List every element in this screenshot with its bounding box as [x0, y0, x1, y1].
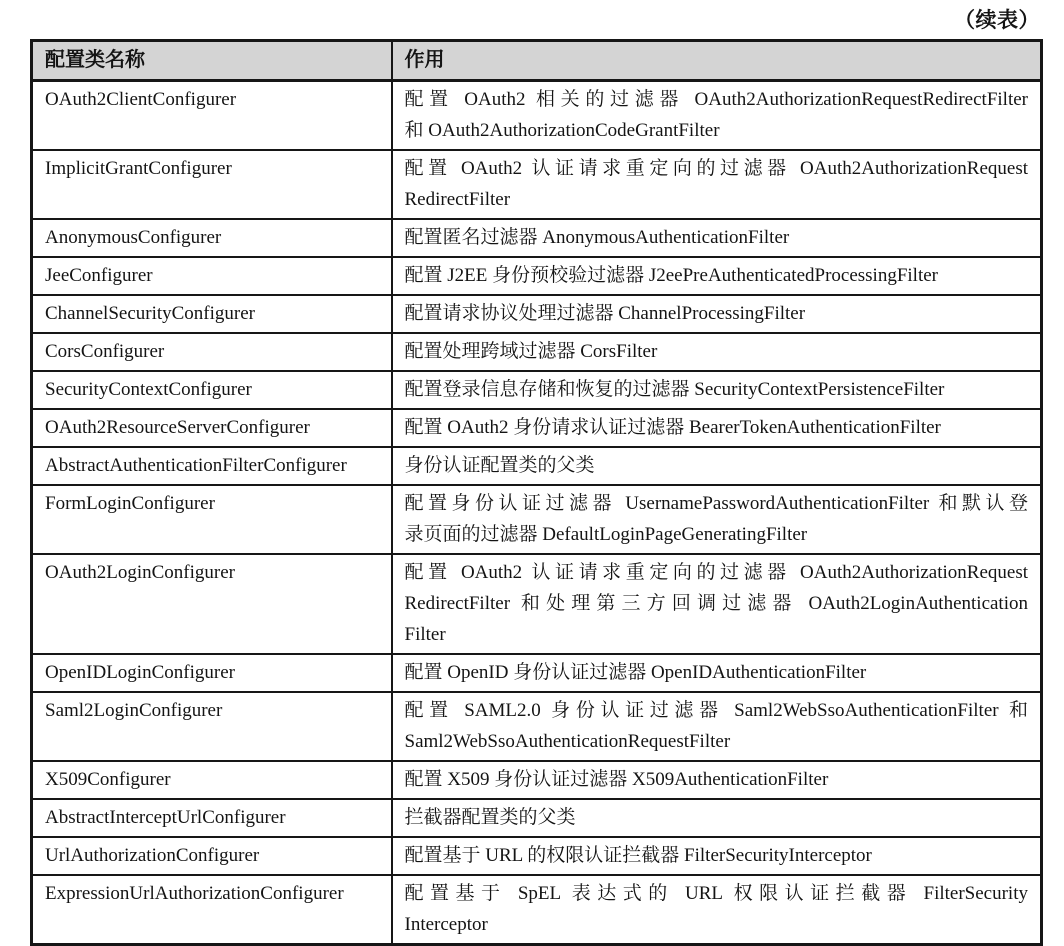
table-row — [32, 554, 1042, 654]
config-class-name-cell: SecurityContextConfigurer — [32, 371, 392, 409]
config-class-name-cell: AnonymousConfigurer — [32, 219, 392, 257]
description-line: 配置 X509 身份认证过滤器 X509AuthenticationFilter — [404, 769, 829, 790]
header-row — [32, 41, 1042, 81]
config-class-name-cell: JeeConfigurer — [32, 257, 392, 295]
table-row — [32, 837, 1042, 875]
table-row — [32, 409, 1042, 447]
table-row — [32, 485, 1042, 554]
description-line: RedirectFilter — [404, 189, 511, 210]
description-line: 配置 J2EE 身份预校验过滤器 J2eePreAuthenticatedProcessingFilter — [404, 265, 939, 286]
description-line: 配置 SAML2.0 身份认证过滤器 Saml2WebSsoAuthenticationFilter 和 — [404, 700, 1028, 721]
table-row — [32, 799, 1042, 837]
description-line: 配置 OAuth2 相关的过滤器 OAuth2AuthorizationRequestRedirectFilter — [404, 89, 1028, 110]
description-line: 身份认证配置类的父类 — [404, 455, 595, 476]
config-class-name-cell: AbstractAuthenticationFilterConfigurer — [32, 447, 392, 485]
table-row — [32, 295, 1042, 333]
config-class-name-cell: X509Configurer — [32, 761, 392, 799]
config-class-name-cell: OAuth2LoginConfigurer — [32, 554, 392, 654]
config-description-cell — [392, 81, 1042, 151]
table-row — [32, 654, 1042, 692]
config-description-cell — [392, 257, 1042, 295]
config-class-name-cell: UrlAuthorizationConfigurer — [32, 837, 392, 875]
table-row — [32, 219, 1042, 257]
config-description-cell — [392, 799, 1042, 837]
description-line: 录页面的过滤器 DefaultLoginPageGeneratingFilter — [404, 524, 808, 545]
config-class-name-cell: ExpressionUrlAuthorizationConfigurer — [32, 875, 392, 945]
table-row — [32, 875, 1042, 945]
config-description-cell — [392, 761, 1042, 799]
description-line: 配置 OAuth2 认证请求重定向的过滤器 OAuth2AuthorizationRequest — [404, 562, 1028, 583]
description-line: 拦截器配置类的父类 — [404, 807, 576, 828]
description-line: 配置登录信息存储和恢复的过滤器 SecurityContextPersistenceFilter — [404, 379, 945, 400]
description-line: 配置匿名过滤器 AnonymousAuthenticationFilter — [404, 227, 790, 248]
description-line: 配置 OpenID 身份认证过滤器 OpenIDAuthenticationFilter — [404, 662, 867, 683]
description-line: 配置处理跨域过滤器 CorsFilter — [404, 341, 658, 362]
table-row — [32, 257, 1042, 295]
description-line: Filter — [404, 624, 446, 645]
description-line: 配置基于 SpEL 表达式的 URL 权限认证拦截器 FilterSecurity — [404, 883, 1028, 904]
description-line: 配置 OAuth2 认证请求重定向的过滤器 OAuth2AuthorizationRequest — [404, 158, 1028, 179]
description-line: Interceptor — [404, 914, 488, 935]
config-description-cell — [392, 875, 1042, 945]
table-row — [32, 447, 1042, 485]
description-line: 配置请求协议处理过滤器 ChannelProcessingFilter — [404, 303, 806, 324]
header-config-class-name: 配置类名称 — [32, 41, 392, 81]
configurer-table — [30, 39, 1043, 946]
config-description-cell — [392, 554, 1042, 654]
table-row — [32, 333, 1042, 371]
config-class-name-cell: ChannelSecurityConfigurer — [32, 295, 392, 333]
config-class-name-cell: CorsConfigurer — [32, 333, 392, 371]
config-description-cell — [392, 333, 1042, 371]
description-line: 配置身份认证过滤器 UsernamePasswordAuthenticationFilter 和默认登 — [404, 493, 1028, 514]
config-description-cell — [392, 219, 1042, 257]
config-description-cell — [392, 150, 1042, 219]
config-class-name-cell: OAuth2ClientConfigurer — [32, 81, 392, 151]
table-row — [32, 150, 1042, 219]
description-line: Saml2WebSsoAuthenticationRequestFilter — [404, 731, 731, 752]
description-line: 配置 OAuth2 身份请求认证过滤器 BearerTokenAuthenticationFilter — [404, 417, 941, 438]
config-description-cell — [392, 485, 1042, 554]
config-description-cell — [392, 837, 1042, 875]
table-row — [32, 761, 1042, 799]
config-description-cell — [392, 692, 1042, 761]
table-body — [32, 81, 1042, 945]
config-description-cell — [392, 447, 1042, 485]
config-class-name-cell: Saml2LoginConfigurer — [32, 692, 392, 761]
config-description-cell — [392, 654, 1042, 692]
table-row — [32, 81, 1042, 151]
config-description-cell — [392, 409, 1042, 447]
description-line: 配置基于 URL 的权限认证拦截器 FilterSecurityInterceptor — [404, 845, 872, 866]
table-row — [32, 692, 1042, 761]
config-class-name-cell: FormLoginConfigurer — [32, 485, 392, 554]
continued-table-label: （续表） — [954, 8, 1040, 32]
config-description-cell — [392, 295, 1042, 333]
table-row — [32, 371, 1042, 409]
config-class-name-cell: AbstractInterceptUrlConfigurer — [32, 799, 392, 837]
description-line: 和 OAuth2AuthorizationCodeGrantFilter — [404, 120, 720, 141]
config-description-cell — [392, 371, 1042, 409]
table-header — [32, 41, 1042, 81]
header-function: 作用 — [392, 41, 1042, 81]
config-class-name-cell: ImplicitGrantConfigurer — [32, 150, 392, 219]
config-class-name-cell: OpenIDLoginConfigurer — [32, 654, 392, 692]
config-class-name-cell: OAuth2ResourceServerConfigurer — [32, 409, 392, 447]
description-line: RedirectFilter 和处理第三方回调过滤器 OAuth2LoginAuthentication — [404, 593, 1028, 614]
